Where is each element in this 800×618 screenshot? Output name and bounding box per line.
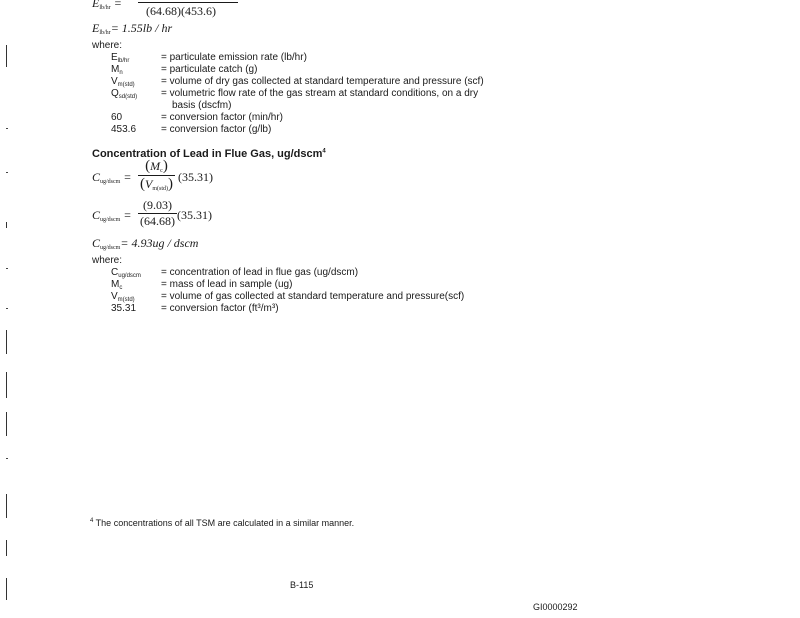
def-text: = volumetric flow rate of the gas stream at standard conditions, on a dry <box>161 88 479 99</box>
lead-eq2-fraction: (9.03) (64.68) <box>140 198 175 228</box>
def-symbol: 453.6 <box>111 124 137 135</box>
lead-eq1-fraction: $(M_c)$ $(V_{m(std)})$ <box>140 158 174 192</box>
lead-eq2-lhs: $C_{ug/dscm}$ = <box>92 208 132 223</box>
lead-eq1-factor: (35.31) <box>178 170 213 184</box>
def-text: = particulate emission rate (lb/hr) <box>161 52 307 63</box>
def-text: = volume of gas collected at standard temperature and pressure(scf) <box>161 291 465 302</box>
def-symbol: 35.31 <box>111 303 137 314</box>
def-text: = mass of lead in sample (ug) <box>161 279 293 290</box>
lead-heading: Concentration of Lead in Flue Gas, ug/dscm$^4$ <box>92 148 326 160</box>
def-symbol: $V_{m(std)}$ <box>111 76 135 88</box>
def-symbol: 60 <box>111 112 123 123</box>
emission-equation-top: $E_{lb/hr}$ = <box>92 0 122 11</box>
def-text: = conversion factor (g/lb) <box>161 124 272 135</box>
def-text: = particulate catch (g) <box>161 64 258 75</box>
page-number: B-115 <box>290 580 314 590</box>
def-text: = concentration of lead in flue gas (ug/dscm) <box>161 267 359 278</box>
lead-eq3: $C_{ug/dscm}= 4.93ug$ / dscm <box>92 236 199 251</box>
def-symbol: $M_c$ <box>111 279 123 291</box>
def-text: = conversion factor (min/hr) <box>161 112 283 123</box>
emission-result: $E_{lb/hr}= 1.55lb$ / hr <box>92 21 173 36</box>
emission-top-denominator: (64.68)(453.6) <box>146 4 216 18</box>
lead-eq1-lhs: $C_{ug/dscm}$ = <box>92 170 132 185</box>
def-symbol: $E_{lb/hr}$ <box>111 52 130 64</box>
emission-top-fraction-bar <box>138 2 238 3</box>
def-symbol: $C_{ug/dscm}$ <box>111 267 141 279</box>
def-symbol: $Q_{sd(std)}$ <box>111 88 138 100</box>
footnote: $^4$ The concentrations of all TSM are calculated in a similar manner. <box>90 518 355 528</box>
lead-where: where: <box>92 255 123 266</box>
def-text: = volume of dry gas collected at standard temperature and pressure (scf) <box>161 76 484 87</box>
def-symbol: $V_{m(std)}$ <box>111 291 135 303</box>
def-text: basis (dscfm) <box>172 100 232 111</box>
bates-number: GI0000292 <box>533 602 578 612</box>
emission-where: where: <box>92 40 123 51</box>
def-text: = conversion factor (ft³/m³) <box>161 303 279 314</box>
lead-eq2-factor: (35.31) <box>177 208 212 222</box>
def-symbol: $M_n$ <box>111 64 123 76</box>
